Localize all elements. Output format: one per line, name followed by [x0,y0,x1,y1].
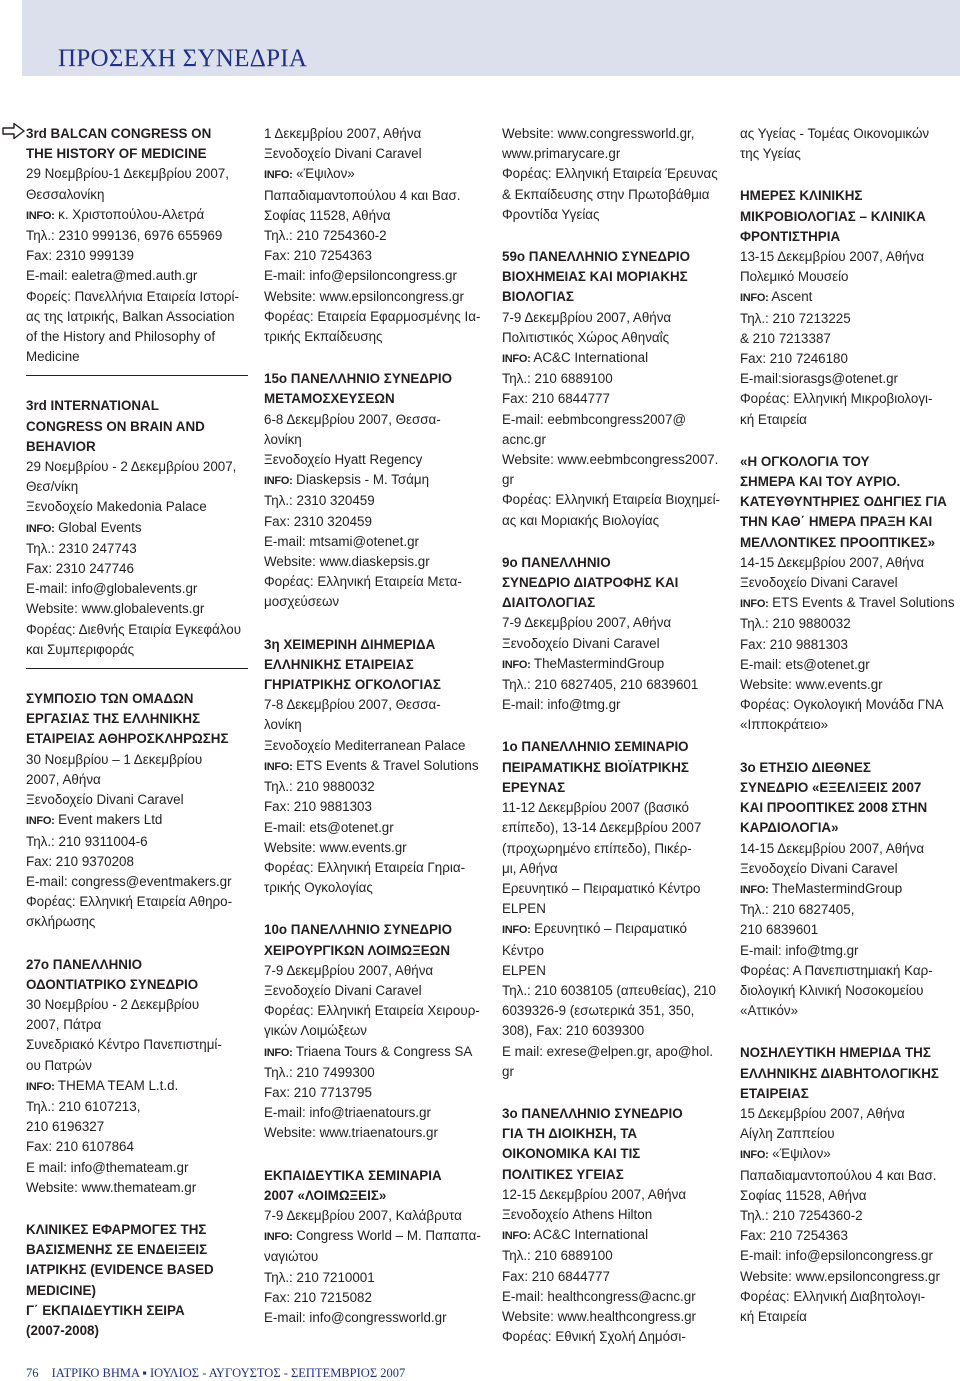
event-detail: Ξενοδοχείο Divani Caravel [740,860,898,876]
event-detail: E-mail: info@congressworld.gr [264,1309,447,1325]
event-detail: 210 6839601 [740,922,819,938]
event-detail: Φορέας: Α Πανεπιστημιακή Καρ- [740,962,933,978]
event-detail: Fax: 210 7246180 [740,351,848,367]
event-detail: Τηλ.: 2310 320459 [264,493,375,509]
event-title: ΜΕΛΛΟΝΤΙΚΕΣ ΠΡΟΟΠΤΙΚΕΣ» [740,534,936,550]
event-title: 59ο ΠΑΝΕΛΛΗΝΙΟ ΣΥΝΕΔΡΙΟ [502,249,691,265]
event-detail: 13-15 Δεκεμβρίου 2007, Αθήνα [740,249,925,265]
event-detail: Fax: 210 6844777 [502,1268,610,1284]
event-title: ΗΜΕΡΕΣ ΚΛΙΝΙΚΗΣ [740,188,863,204]
event-detail: E-mail: info@epsiloncongress.gr [740,1248,933,1264]
event-detail: ας Υγείας - Τομέας Οικονομικών [740,126,930,141]
event-detail: Fax: 210 7254363 [740,1228,848,1244]
event-detail: Website: www.globalevents.gr [26,601,205,617]
event-title: 1ο ΠΑΝΕΛΛΗΝΙΟ ΣΕΜΙΝΑΡΙΟ [502,739,689,755]
event-detail: 6-8 Δεκεμβρίου 2007, Θεσσα- [264,411,441,427]
event-detail: Τηλ.: 210 9880032 [264,779,375,795]
event-title: 2007 «ΛΟΙΜΩΞΕΙΣ» [264,1187,387,1203]
event-detail: gr [502,1063,514,1079]
event-detail: 29 Νοεμβρίου - 2 Δεκεμβρίου 2007, [26,459,237,475]
event-detail: Φορέας: Ελληνική Μικροβιολογι- [740,391,933,407]
event-detail: 2007, Πάτρα [26,1017,102,1033]
event-detail: www.primarycare.gr [502,146,621,162]
event-entry [264,369,486,612]
event-entry [26,124,248,376]
event-detail: Πολεμικό Μουσείο [740,269,849,285]
event-title: ΠΕΙΡΑΜΑΤΙΚΗΣ ΒΙΟΪΑΤΡΙΚΗΣ [502,759,689,775]
event-title: 9ο ΠΑΝΕΛΛΗΝΙΟ [502,554,611,570]
event-detail: Website: www.epsiloncongress.gr [740,1268,940,1284]
event-detail: «Ιπποκράτειο» [740,717,829,733]
event-detail: Ξενοδοχείο Divani Caravel [26,792,184,808]
event-detail: Αίγλη Ζαππείου [740,1126,835,1142]
event-detail: INFO: Global Events [26,519,142,535]
event-detail: E-mail: info@triaenatours.gr [264,1105,431,1121]
event-title: 27ο ΠΑΝΕΛΛΗΝΙΟ [26,956,143,972]
event-detail: Τηλ.: 210 7499300 [264,1064,375,1080]
event-detail: λονίκη [264,431,302,447]
event-title: ΕΤΑΙΡΕΙΑΣ [740,1085,809,1101]
event-detail: Fax: 2310 320459 [264,513,372,529]
event-detail: Τηλ.: 210 7210001 [264,1269,375,1285]
event-detail: διολογική Κλινική Νοσοκομείου [740,982,924,998]
event-detail: και Συμπεριφοράς [26,641,135,657]
event-detail: Ξενοδοχείο Divani Caravel [740,575,898,591]
event-detail: Τηλ.: 210 7254360-2 [264,228,387,244]
event-detail: 7-9 Δεκεμβρίου 2007, Αθήνα [264,962,434,978]
event-entry [264,124,486,347]
event-detail: INFO: TheMastermindGroup [740,880,903,896]
event-detail: INFO: TheMastermindGroup [502,655,665,671]
event-detail: INFO: ETS Events & Travel Solutions [264,757,479,773]
event-detail: INFO: Ερευνητικό – Πειραματικό Κέντρο [502,921,687,958]
event-detail: 1 Δεκεμβρίου 2007, Αθήνα [264,126,422,141]
event-detail: Φορέας: Ελληνική Εταιρεία Χειρουρ- [264,1003,480,1019]
event-entry [502,1104,724,1347]
event-entry [502,247,724,531]
event-detail: E-mail:siorasgs@otenet.gr [740,371,898,387]
event-title: ΕΚΠΑΙΔΕΥΤΙΚΑ ΣΕΜΙΝΑΡΙΑ [264,1167,442,1183]
event-detail: Τηλ.: 210 7213225 [740,310,851,326]
event-detail: Φορέας: Ελληνική Εταιρεία Έρευνας [502,166,718,182]
event-title: ΝΟΣΗΛΕΥΤΙΚΗ ΗΜΕΡΙΔΑ ΤΗΣ [740,1045,931,1061]
event-title: ΚΑΤΕΥΘΥΝΤΗΡΙΕΣ ΟΔΗΓΙΕΣ ΓΙΑ [740,494,947,510]
event-title: 10ο ΠΑΝΕΛΛΗΝΙΟ ΣΥΝΕΔΡΙΟ [264,922,453,938]
event-detail: Fax: 210 6844777 [502,391,610,407]
event-detail: INFO: ETS Events & Travel Solutions [740,595,955,611]
event-detail: Τηλ.: 210 6107213, [26,1098,141,1114]
event-title: ΓΙΑ ΤΗ ΔΙΟΙΚΗΣΗ, ΤΑ [502,1126,638,1142]
event-entry [264,920,486,1143]
event-detail: E-mail: ealetra@med.auth.gr [26,268,198,284]
event-detail: of the History and Philosophy of [26,329,216,345]
page-number: 76 [26,1366,39,1380]
event-detail: E-mail: info@tmg.gr [502,697,621,713]
event-detail: Website: www.eebmbcongress2007. [502,452,719,468]
event-detail: INFO: «Έψιλον» [740,1146,831,1162]
event-title: CONGRESS ON BRAIN AND [26,418,205,434]
event-detail: Φορέας: Εθνική Σχολή Δημόσι- [502,1329,686,1345]
event-detail: μοσχεύσεων [264,594,340,610]
event-detail: Φορείς: Πανελλήνια Εταιρεία Ιστορί- [26,288,239,304]
event-title: ΒΑΣΙΣΜΕΝΗΣ ΣΕ ΕΝΔΕΙΞΕΙΣ [26,1242,208,1258]
event-detail: Σοφίας 11528, Αθήνα [740,1187,867,1203]
event-detail: gr [502,472,514,488]
event-title: 3ο ΠΑΝΕΛΛΗΝΙΟ ΣΥΝΕΔΡΙΟ [502,1105,683,1121]
event-title: ΙΑΤΡΙΚΗΣ (EVIDENCE BASED [26,1262,214,1278]
event-detail: INFO: Ascent [740,289,813,305]
event-detail: E-mail: mtsami@otenet.gr [264,533,419,549]
event-title: 3rd BALCAN CONGRESS ON [26,126,212,141]
event-detail: της Υγείας [740,146,801,162]
event-title: 15ο ΠΑΝΕΛΛΗΝΙΟ ΣΥΝΕΔΡΙΟ [264,371,453,387]
event-entry [502,124,724,225]
event-detail: E-mail: info@epsiloncongress.gr [264,268,457,284]
event-detail: 210 6196327 [26,1119,105,1135]
event-detail: ναγιώτου [264,1249,319,1265]
event-detail: Φορέας: Ελληνική Εταιρεία Αθηρο- [26,894,233,910]
event-detail: σκλήρωσης [26,914,96,930]
event-detail: acnc.gr [502,431,546,447]
event-detail: Τηλ.: 210 6827405, [740,902,855,918]
event-detail: Fax: 210 7713795 [264,1084,372,1100]
event-title: ΕΛΛΗΝΙΚΗΣ ΔΙΑΒΗΤΟΛΟΓΙΚΗΣ [740,1065,939,1081]
event-detail: 7-9 Δεκεμβρίου 2007, Αθήνα [502,615,672,631]
event-detail: 7-9 Δεκεμβρίου 2007, Αθήνα [502,309,672,325]
event-detail: Τηλ.: 210 9880032 [740,616,851,632]
event-detail: επίπεδο), 13-14 Δεκεμβρίου 2007 [502,820,702,836]
event-entry [740,452,960,736]
event-title: ΟΙΚΟΝΟΜΙΚΑ ΚΑΙ ΤΙΣ [502,1146,641,1162]
left-margin [0,0,16,1381]
event-title: ΒΙΟΧΗΜΕΙΑΣ ΚΑΙ ΜΟΡΙΑΚΗΣ [502,269,688,285]
event-detail: Fax: 2310 999139 [26,248,134,264]
event-detail: E-mail: ets@otenet.gr [740,656,870,672]
event-entry [264,1166,486,1329]
event-title: THE HISTORY OF MEDICINE [26,146,207,162]
event-title: ΜΙΚΡΟΒΙΟΛΟΓΙΑΣ – ΚΛΙΝΙΚΑ [740,208,926,224]
event-title: ΚΑΡΔΙΟΛΟΓΙΑ» [740,820,839,836]
event-detail: Φορέας: Ελληνική Εταιρεία Βιοχημεί- [502,492,721,508]
event-detail: 14-15 Δεκεμβρίου 2007, Αθήνα [740,840,925,856]
event-detail: Ξενοδοχείο Divani Caravel [264,146,422,162]
event-detail: E-mail: ets@otenet.gr [264,819,394,835]
event-detail: & 210 7213387 [740,330,831,346]
event-detail: INFO: κ. Χριστοπούλου-Αλετρά [26,206,205,222]
event-title: 3rd INTERNATIONAL [26,398,159,414]
event-detail: Φορέας: Διεθνής Εταιρία Εγκεφάλου [26,621,242,637]
event-detail: E-mail: info@globalevents.gr [26,581,198,597]
event-entry [740,1043,960,1327]
event-detail: Τηλ.: 2310 999136, 6976 655969 [26,228,223,244]
event-entry [26,689,248,932]
event-detail: Fax: 210 6107864 [26,1139,134,1155]
event-title: 3η ΧΕΙΜΕΡΙΝΗ ΔΙΗΜΕΡΙΔΑ [264,636,436,652]
event-detail: Φορέας: Ελληνική Εταιρεία Γηρια- [264,859,466,875]
event-detail: κή Εταιρεία [740,411,807,427]
event-detail: 14-15 Δεκεμβρίου 2007, Αθήνα [740,554,925,570]
event-detail: Φορέας: Ελληνική Διαβητολογι- [740,1288,926,1304]
event-detail: Τηλ.: 210 6038105 (απευθείας), 210 [502,982,716,998]
event-detail: Website: www.events.gr [264,839,407,855]
event-detail: Medicine [26,349,80,365]
event-detail: INFO: Diaskepsis - Μ. Τσάμη [264,472,430,488]
event-detail: INFO: AC&C International [502,350,649,366]
event-detail: 30 Νοεμβρίου - 2 Δεκεμβρίου [26,996,200,1012]
column-1 [26,124,248,1363]
event-detail: Website: www.themateam.gr [26,1179,197,1195]
event-title: MEDICINE) [26,1282,96,1298]
event-detail: E mail: info@themateam.gr [26,1159,189,1175]
event-detail: Παπαδιαμαντοπούλου 4 και Βασ. [264,187,461,203]
event-detail: 308), Fax: 210 6039300 [502,1023,645,1039]
page-footer [26,1366,405,1381]
event-detail: Fax: 210 9881303 [264,799,372,815]
event-detail: Ξενοδοχείο Makedonia Palace [26,499,207,515]
event-detail: & Εκπαίδευσης στην Πρωτοβάθμια [502,186,710,202]
event-entry [740,124,960,164]
event-detail: γικών Λοιμώξεων [264,1023,367,1039]
event-detail: 11-12 Δεκεμβρίου 2007 (βασικό [502,800,689,816]
event-detail: Θεσ/νίκη [26,479,79,495]
event-detail: Τηλ.: 210 6889100 [502,371,613,387]
event-detail: 12-15 Δεκεμβρίου 2007, Αθήνα [502,1186,687,1202]
event-entry [26,1220,248,1341]
event-detail: Fax: 210 7215082 [264,1289,372,1305]
event-detail: ELPEN [502,901,546,917]
event-detail: INFO: Triaena Tours & Congress SA [264,1043,473,1059]
event-detail: Ξενοδοχείο Hyatt Regency [264,452,423,468]
event-detail: ου Πατρών [26,1057,92,1073]
event-detail: Fax: 210 7254363 [264,248,372,264]
event-entry [502,737,724,1081]
arrow-right-outline-icon [2,122,26,140]
column-2 [264,124,486,1350]
event-entry [264,635,486,899]
column-3 [502,124,724,1369]
event-title: ΕΤΑΙΡΕΙΑΣ ΑΘΗΡΟΣΚΛΗΡΩΣΗΣ [26,731,229,747]
event-title: ΚΑΙ ΠΡΟΟΠΤΙΚΕΣ 2008 ΣΤΗΝ [740,800,928,816]
event-detail: ας και Μοριακής Βιολογίας [502,512,660,528]
event-entry [26,955,248,1198]
event-detail: Φορέας: Ελληνική Εταιρεία Μετα- [264,574,462,590]
event-title: ΓΗΡΙΑΤΡΙΚΗΣ ΟΓΚΟΛΟΓΙΑΣ [264,677,441,693]
event-detail: Φορέας: Ογκολογική Μονάδα ΓΝΑ [740,697,944,713]
event-detail: E-mail: healthcongress@acnc.gr [502,1288,696,1304]
event-detail: INFO: Congress World – Μ. Παπαπα- [264,1228,481,1244]
event-detail: Ξενοδοχείο Divani Caravel [264,982,422,998]
event-detail: Φροντίδα Υγείας [502,206,600,222]
event-detail: Website: www.healthcongress.gr [502,1308,697,1324]
footer-publication: ΙΑΤΡΙΚΟ ΒΗΜΑ ▪ ΙΟΥΛΙΟΣ - ΑΥΓΟΥΣΤΟΣ - ΣΕΠΤΕΜΒΡΙΟΣ 2007 [51,1366,406,1380]
event-detail: Συνεδριακό Κέντρο Πανεπιστημί- [26,1037,222,1053]
event-title: ΦΡΟΝΤΙΣΤΗΡΙΑ [740,228,841,244]
event-title: (2007-2008) [26,1322,99,1338]
event-detail: τρικής Ογκολογίας [264,880,373,896]
event-title: ΣΥΝΕΔΡΙΟ «ΕΞΕΛΙΞΕΙΣ 2007 [740,779,922,795]
event-detail: (προχωρημένο επίπεδο), Πικέρ- [502,840,692,856]
event-detail: Τηλ.: 210 6889100 [502,1248,613,1264]
event-detail: 2007, Αθήνα [26,771,101,787]
event-detail: 7-9 Δεκεμβρίου 2007, Καλάβρυτα [264,1207,462,1223]
event-detail: Website: www.events.gr [740,677,883,693]
event-detail: Τηλ.: 210 7254360-2 [740,1207,863,1223]
event-title: ΜΕΤΑΜΟΣΧΕΥΣΕΩΝ [264,391,395,407]
event-detail: INFO: Event makers Ltd [26,812,163,828]
event-detail: 29 Νοεμβρίου-1 Δεκεμβρίου 2007, [26,166,229,182]
event-detail: Website: www.congressworld.gr, [502,126,695,141]
event-detail: Τηλ.: 210 6827405, 210 6839601 [502,677,699,693]
event-detail: 7-8 Δεκεμβρίου 2007, Θεσσα- [264,697,441,713]
event-title: «Η ΟΓΚΟΛΟΓΙΑ ΤΟΥ [740,453,870,469]
event-detail: Παπαδιαμαντοπούλου 4 και Βασ. [740,1167,937,1183]
event-detail: Φορέας: Εταιρεία Εφαρμοσμένης Ια- [264,308,481,324]
event-title: ΚΛΙΝΙΚΕΣ ΕΦΑΡΜΟΓΕΣ ΤΗΣ [26,1221,207,1237]
event-title: BEHAVIOR [26,438,96,454]
event-detail: Website: www.triaenatours.gr [264,1125,438,1141]
event-detail: Website: www.epsiloncongress.gr [264,288,464,304]
event-detail: 15 Δεκεμβρίου 2007, Αθήνα [740,1105,905,1121]
event-detail: «Αττικόν» [740,1003,799,1019]
event-detail: 30 Νοεμβρίου – 1 Δεκεμβρίου [26,751,203,767]
event-entry [502,553,724,716]
event-detail: Τηλ.: 210 9311004-6 [26,833,148,849]
event-detail: Fax: 2310 247746 [26,561,134,577]
event-title: ΠΟΛΙΤΙΚΕΣ ΥΓΕΙΑΣ [502,1166,624,1182]
event-detail: τρικής Εκπαίδευσης [264,329,383,345]
page-title: ΠΡΟΣΕΧΗ ΣΥΝΕΔΡΙΑ [58,45,308,72]
event-title: ΤΗΝ ΚΑΘ΄ ΗΜΕΡΑ ΠΡΑΞΗ ΚΑΙ [740,514,933,530]
event-detail: Τηλ.: 2310 247743 [26,540,137,556]
event-detail: E-mail: info@tmg.gr [740,942,859,958]
event-detail: E-mail: congress@eventmakers.gr [26,873,232,889]
event-title: 3ο ΕΤΗΣΙΟ ΔΙΕΘΝΕΣ [740,759,871,775]
event-title: ΟΔΟΝΤΙΑΤΡΙΚΟ ΣΥΝΕΔΡΙΟ [26,976,199,992]
event-detail: Ξενοδοχείο Divani Caravel [502,635,660,651]
event-entry [740,758,960,1022]
event-detail: κή Εταιρεία [740,1308,807,1324]
event-detail: Fax: 210 9881303 [740,636,848,652]
event-detail: Πολιτιστικός Χώρος Αθηναΐς [502,329,670,345]
event-entry [26,396,248,669]
event-title: Γ΄ ΕΚΠΑΙΔΕΥΤΙΚΗ ΣΕΙΡΑ [26,1302,185,1318]
event-title: ΒΙΟΛΟΓΙΑΣ [502,289,574,305]
event-title: ΔΙΑΙΤΟΛΟΓΙΑΣ [502,595,596,611]
event-title: ΣΗΜΕΡΑ ΚΑΙ ΤΟΥ ΑΥΡΙΟ. [740,474,901,490]
event-detail: ας της Ιατρικής, Balkan Association [26,308,235,324]
event-detail: Ξενοδοχείο Athens Hilton [502,1206,653,1222]
event-detail: 6039326-9 (εσωτερικά 351, 350, [502,1003,695,1019]
event-title: ΧΕΙΡΟΥΡΓΙΚΩΝ ΛΟΙΜΩΞΕΩΝ [264,942,451,958]
event-title: ΕΡΓΑΣΙΑΣ ΤΗΣ ΕΛΛΗΝΙΚΗΣ [26,711,201,727]
event-detail: E mail: exrese@elpen.gr, apo@hol. [502,1043,714,1059]
event-title: ΕΡΕΥΝΑΣ [502,779,566,795]
event-entry [740,186,960,429]
event-detail: Ερευνητικό – Πειραματικό Κέντρο [502,880,701,896]
event-detail: ELPEN [502,962,546,978]
event-detail: Website: www.diaskepsis.gr [264,554,430,570]
event-detail: E-mail: eebmbcongress2007@ [502,411,687,427]
event-detail: INFO: AC&C International [502,1227,649,1243]
event-detail: INFO: «Έψιλον» [264,166,355,182]
event-detail: Ξενοδοχείο Mediterranean Palace [264,737,466,753]
event-detail: λονίκη [264,717,302,733]
event-title: ΣΥΜΠΟΣΙΟ ΤΩΝ ΟΜΑΔΩΝ [26,691,194,707]
column-4 [740,124,960,1349]
event-title: ΕΛΛΗΝΙΚΗΣ ΕΤΑΙΡΕΙΑΣ [264,656,414,672]
event-detail: Σοφίας 11528, Αθήνα [264,207,391,223]
event-detail: INFO: THEMA TEAM L.t.d. [26,1077,179,1093]
event-detail: Θεσσαλονίκη [26,186,105,202]
event-detail: Fax: 210 9370208 [26,853,134,869]
event-detail: μι, Αθήνα [502,860,558,876]
event-title: ΣΥΝΕΔΡΙΟ ΔΙΑΤΡΟΦΗΣ ΚΑΙ [502,575,679,591]
